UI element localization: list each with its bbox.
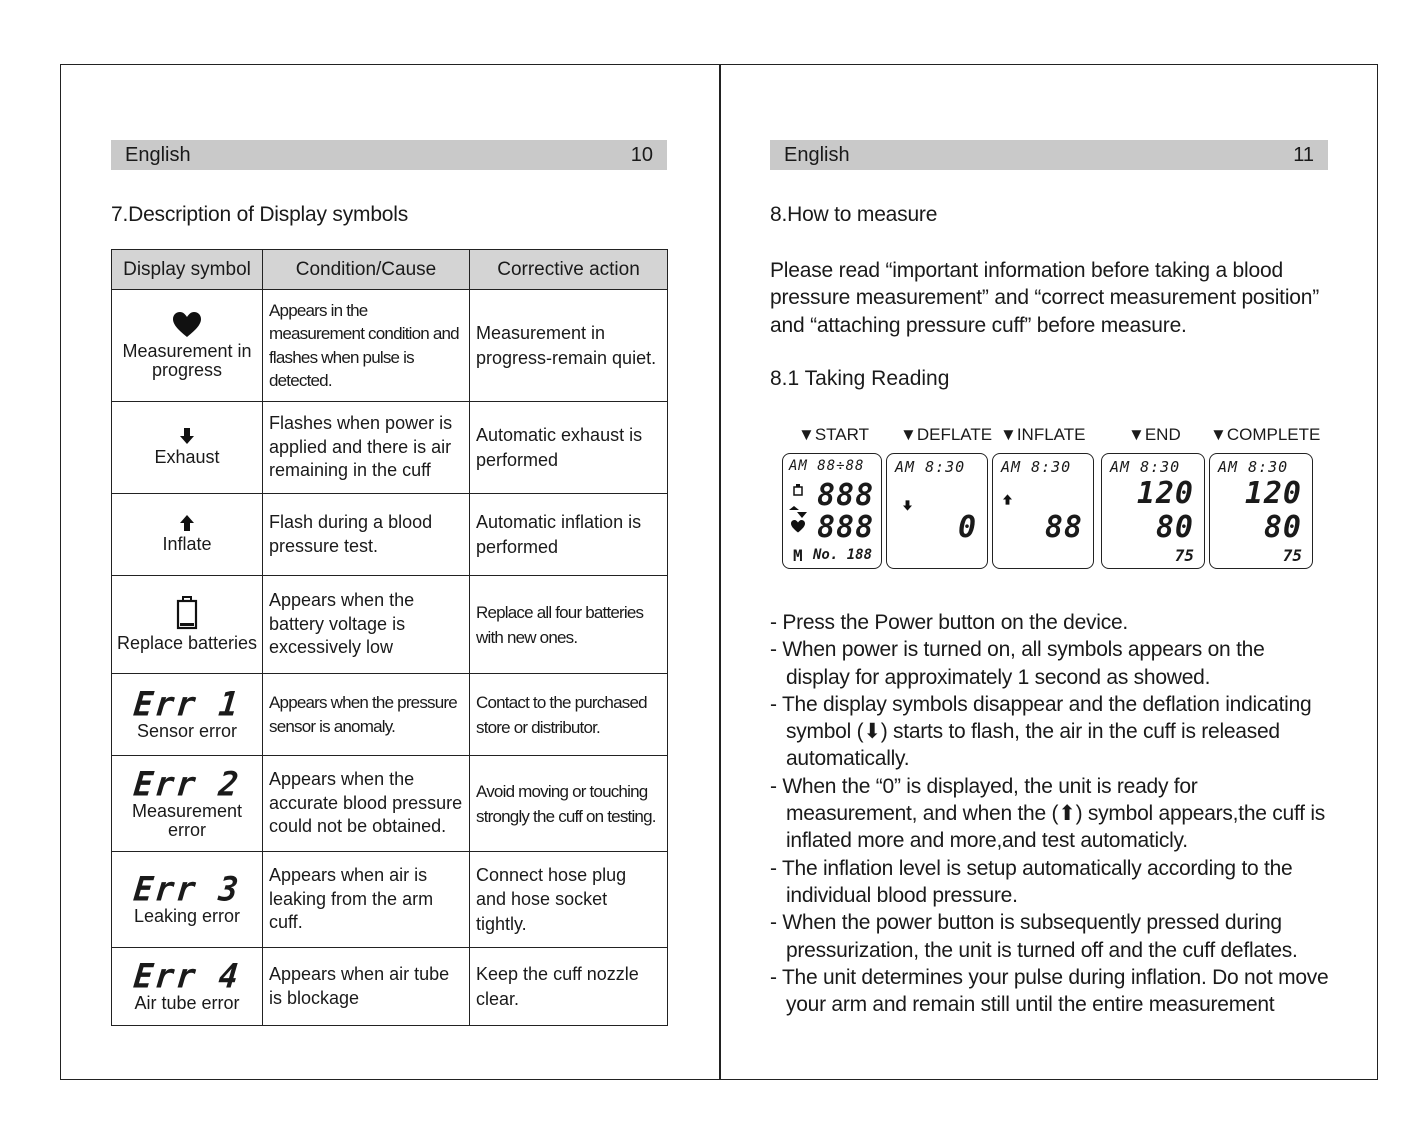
heart-icon bbox=[791, 520, 805, 533]
symbol-cell bbox=[112, 494, 263, 576]
table-row bbox=[112, 756, 668, 852]
column-header: Corrective action bbox=[470, 250, 668, 290]
lcd-display-start bbox=[782, 453, 882, 569]
table-row bbox=[112, 674, 668, 756]
symbol-label: Air tube error bbox=[134, 993, 240, 1014]
symbol-label: Sensor error bbox=[136, 721, 238, 742]
lcd-time: AM 88÷88 bbox=[789, 458, 865, 474]
condition-cell bbox=[263, 290, 470, 402]
symbol-cell bbox=[112, 852, 263, 948]
column-header: Display symbol bbox=[112, 250, 263, 290]
table-row bbox=[112, 948, 668, 1026]
memory-number: No. 188 bbox=[813, 547, 873, 563]
lcd-label-complete: ▼COMPLETE bbox=[1210, 425, 1321, 444]
condition-text: Appears in the measurement condition and flashes when pulse is detected. bbox=[269, 300, 459, 390]
action-text: Avoid moving or touching strongly the cuff on testing. bbox=[476, 781, 656, 826]
symbol-cell bbox=[112, 674, 263, 756]
memory-indicator: M bbox=[793, 546, 803, 565]
condition-text: Appears when the pressure sensor is anomaly. bbox=[269, 693, 457, 736]
error-code-glyph: Err 1 bbox=[131, 684, 243, 724]
lcd-label-end: ▼END bbox=[1128, 425, 1181, 444]
table-header-row bbox=[112, 250, 668, 290]
table-row bbox=[112, 494, 668, 576]
lcd-time: AM 8:30 bbox=[1110, 458, 1181, 476]
condition-cell: Flashes when power is applied and there is air remaining in the cuff bbox=[263, 402, 470, 494]
list-item: - When power is turned on, all symbols appears on the display for approximately 1 second as showed. bbox=[770, 636, 1330, 691]
action-cell bbox=[470, 674, 668, 756]
lcd-systolic: 888 bbox=[817, 478, 875, 513]
down-arrow-icon bbox=[180, 428, 194, 444]
left-page bbox=[111, 65, 667, 1079]
section-title: 8.How to measure bbox=[770, 203, 938, 226]
symbol-label: Leaking error bbox=[133, 906, 241, 927]
condition-cell bbox=[263, 674, 470, 756]
instruction-list bbox=[770, 609, 1330, 1018]
table-row bbox=[112, 402, 668, 494]
symbol-cell bbox=[112, 290, 263, 402]
display-symbols-table bbox=[111, 249, 668, 1026]
header-language: English bbox=[125, 143, 191, 166]
lcd-label-deflate: ▼DEFLATE bbox=[900, 425, 993, 444]
arrows-icon bbox=[789, 506, 807, 518]
list-item: - The unit determines your pulse during inflation. Do not move your arm and remain still until the entire measurement bbox=[770, 964, 1330, 1019]
error-code-glyph: Err 3 bbox=[131, 869, 243, 909]
action-cell: Keep the cuff nozzle clear. bbox=[470, 948, 668, 1026]
list-item: - The display symbols disappear and the deflation indicating symbol (⬇) starts to flash, the air in the cuff is released automatically. bbox=[770, 691, 1330, 773]
condition-cell: Appears when the accurate blood pressure could not be obtained. bbox=[263, 756, 470, 852]
column-header: Condition/Cause bbox=[263, 250, 470, 290]
error-code-glyph: Err 2 bbox=[131, 763, 243, 804]
symbol-label: Measurement error bbox=[131, 800, 243, 840]
battery-icon bbox=[176, 596, 198, 630]
lcd-diastolic: 888 bbox=[817, 510, 875, 545]
lcd-time: AM 8:30 bbox=[1001, 458, 1072, 476]
down-arrow-icon bbox=[903, 500, 912, 511]
page-divider bbox=[719, 65, 721, 1079]
page-header bbox=[111, 140, 667, 170]
manual-spread bbox=[60, 64, 1378, 1080]
list-item: - Press the Power button on the device. bbox=[770, 609, 1330, 636]
lcd-diastolic: 80 bbox=[1263, 510, 1302, 545]
list-item: - The inflation level is setup automatically according to the individual blood pressure. bbox=[770, 855, 1330, 910]
condition-cell: Appears when air is leaking from the arm cuff. bbox=[263, 852, 470, 948]
page-header bbox=[770, 140, 1328, 170]
lcd-pressure-value: 88 bbox=[1044, 510, 1083, 545]
table-row bbox=[112, 290, 668, 402]
cuff-icon bbox=[793, 484, 803, 496]
up-arrow-icon bbox=[1003, 494, 1012, 505]
lcd-time: AM 8:30 bbox=[895, 458, 966, 476]
lcd-systolic: 120 bbox=[1244, 476, 1302, 511]
lcd-display-complete bbox=[1209, 453, 1313, 569]
lcd-pressure-value: 0 bbox=[957, 510, 977, 545]
table-row bbox=[112, 576, 668, 674]
condition-cell: Flash during a blood pressure test. bbox=[263, 494, 470, 576]
lcd-label-inflate: ▼INFLATE bbox=[1000, 425, 1086, 444]
action-text: Replace all four batteries with new ones. bbox=[476, 602, 644, 647]
section-title: 7.Description of Display symbols bbox=[111, 203, 409, 226]
page-number: 11 bbox=[1293, 143, 1314, 166]
up-arrow-icon bbox=[180, 515, 194, 531]
symbol-cell bbox=[112, 402, 263, 494]
header-language: English bbox=[784, 143, 850, 166]
action-cell bbox=[470, 576, 668, 674]
symbol-label: Exhaust bbox=[154, 447, 220, 468]
action-text: Contact to the purchased store or distributor. bbox=[476, 692, 647, 737]
symbol-cell bbox=[112, 948, 263, 1026]
lcd-display-deflate bbox=[886, 453, 988, 569]
symbol-cell bbox=[112, 576, 263, 674]
subsection-title: 8.1 Taking Reading bbox=[770, 367, 950, 390]
error-code-glyph: Err 4 bbox=[131, 956, 243, 996]
intro-paragraph: Please read “important information before taking a blood pressure measurement” and “correct measurement position” and “attaching pressure cuff” before measure. bbox=[770, 259, 1320, 337]
page-number: 10 bbox=[630, 143, 653, 166]
lcd-sequence bbox=[782, 425, 1328, 575]
list-item: - When the power button is subsequently pressed during pressurization, the unit is turned off and the cuff deflates. bbox=[770, 909, 1330, 964]
lcd-pulse: 75 bbox=[1282, 546, 1302, 565]
lcd-diastolic: 80 bbox=[1155, 510, 1194, 545]
lcd-display-end bbox=[1101, 453, 1205, 569]
condition-cell: Appears when the battery voltage is excessively low bbox=[263, 576, 470, 674]
action-cell: Automatic exhaust is performed bbox=[470, 402, 668, 494]
lcd-display-inflate bbox=[992, 453, 1094, 569]
heart-icon bbox=[173, 312, 201, 338]
table-row bbox=[112, 852, 668, 948]
symbol-cell bbox=[112, 756, 263, 852]
action-cell: Automatic inflation is performed bbox=[470, 494, 668, 576]
lcd-pulse: 75 bbox=[1174, 546, 1194, 565]
action-cell bbox=[470, 756, 668, 852]
symbol-label: Measurement in progress bbox=[122, 340, 252, 380]
lcd-time: AM 8:30 bbox=[1218, 458, 1289, 476]
list-item: - When the “0” is displayed, the unit is ready for measurement, and when the (⬆) symbol appears,the cuff is inflated more and more,and test automaticly. bbox=[770, 773, 1330, 855]
condition-cell: Appears when air tube is blockage bbox=[263, 948, 470, 1026]
symbol-label: Inflate bbox=[162, 534, 212, 555]
right-page bbox=[770, 65, 1328, 1079]
symbol-label: Replace batteries bbox=[116, 633, 258, 654]
lcd-label-start: ▼START bbox=[798, 425, 869, 444]
action-cell: Measurement in progress-remain quiet. bbox=[470, 290, 668, 402]
action-cell: Connect hose plug and hose socket tightly. bbox=[470, 852, 668, 948]
lcd-systolic: 120 bbox=[1136, 476, 1194, 511]
